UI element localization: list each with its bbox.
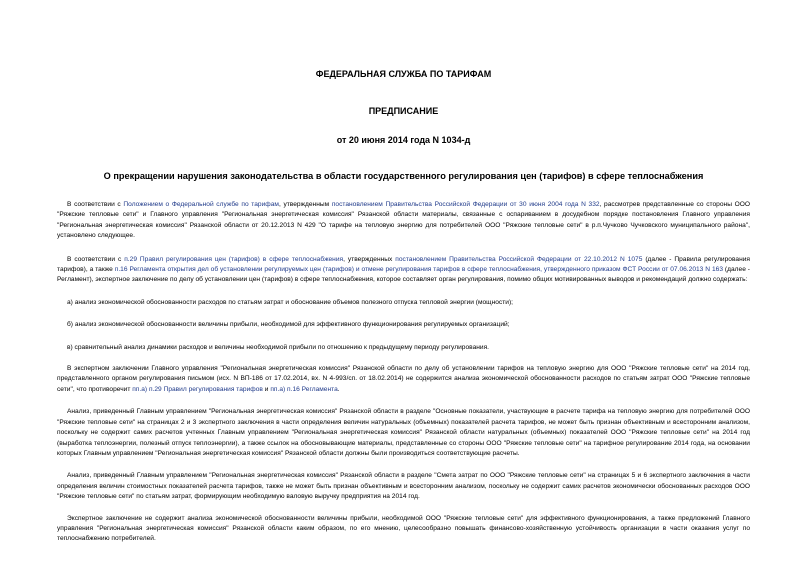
link-government-decree-332[interactable]: постановлением Правительства Российской Федерации от 30 июня 2004 года N 332	[331, 201, 600, 208]
text-span: , утвержденным	[278, 201, 332, 208]
text-span: В экспертном заключении Главного управления "Региональная энергетическая комиссия" Рязанской области по делу об установлении тарифов на тепловую энергию для ООО "Ряжские тепловые сети" на 2014 год, представленного органом регулирования письмом (исх. N ВП-186 от 17.02.2014, вх. N 4-993/сп. от 18.02.2014) не содержится анализа экономической обоснованности расходов по статьям затрат ООО "Ряжские тепловые сети", что противоречит	[57, 365, 750, 393]
paragraph-expert-conclusion	[57, 364, 750, 395]
text-span: и	[262, 385, 271, 393]
link-government-decree-1075[interactable]: постановлением Правительства Российской Федерации от 22.10.2012 N 1075	[395, 255, 643, 263]
text-span: (далее - Правила регулирования тарифов), а также	[57, 255, 751, 274]
text-span: , рассмотрев представленные со стороны ООО "Ряжские тепловые сети" и Главного управления "Региональная энергетическая комиссия" Рязанской области материалы, связанные с оспариванием в досудебном порядке постановления Главного управления "Региональная энергетическая комиссия" Рязанской области от 20.12.2013 N 429 "О тарифе на тепловую энергию для потребителей ООО "Ряжские тепловые сети" в р.п.Чучково Чучковского муниципального района", установлено следующее.	[57, 201, 751, 240]
paragraph-profit: Экспертное заключение не содержит анализа экономической обоснованности величины прибыли, необходимой ООО "Ряжские тепловые сети" для эффективного функционирования, а также предложений Главного управления "Региональная энергетическая комиссия" Рязанской области каким образом, по его мнению, целесообразно повышать финансово-хозяйственную устойчивость организации в части оказания услуг по теплоснабжению потребителей.	[57, 514, 750, 543]
paragraph-analysis-natural: Анализ, приведенный Главным управлением "Региональная энергетическая комиссия" Рязанской области в разделе "Основные показатели, участвующие в расчете тарифа на тепловую энергию для потребителей ООО "Ряжские тепловые сети" на страницах 2 и 3 экспертного заключения в части определения величин натуральных (объемных) показателей расчета тарифов, не может быть признан объективным и всесторонним анализом, поскольку не содержит самих расчетов учтенных Главным управлением "Региональная энергетическая комиссия" Рязанской области натуральных (объемных) показателей ООО "Ряжские тепловые сети" на 2014 год (выработка теплоэнергии, полезный отпуск теплоэнергии), а также ссылок на обосновывающие материалы, представленные со стороны ООО "Ряжские тепловые сети" на тарифное регулирование 2014 года, на основании которых Главным управлением "Региональная энергетическая комиссия" Рязанской области должны были производиться соответствующие расчеты.	[57, 408, 750, 457]
link-rules-p29[interactable]: п.29 Правил регулирования цен (тарифов) в сфере теплоснабжения	[124, 255, 344, 263]
text-span: , утвержденных	[343, 255, 396, 263]
paragraph-analysis-cost: Анализ, приведенный Главным управлением "Региональная энергетическая комиссия" Рязанской области в разделе "Смета затрат по ООО "Ряжские тепловые сети" на страницах 5 и 6 экспертного заключения в части определения величин стоимостных показателей расчета тарифов, также не может быть признан объективным и всесторонним анализом, поскольку не содержит самих расчетов экономически обоснованных расходов ООО "Ряжские тепловые сети" по статьям затрат, формирующим необходимую валовую выручку предприятия на 2014 год.	[57, 472, 750, 501]
document-date: от 20 июня 2014 года N 1034-д	[336, 135, 471, 145]
text-span: В соответствии с	[67, 201, 124, 208]
text-span: (далее - Регламент), экспертное заключение по делу об установлении цен (тарифов) в сфере теплоснабжения, которое составляет орган регулирования, помимо общих мотивированных выводов и рекомендаций должно содержать:	[57, 266, 750, 284]
list-item-c: в) сравнительный анализ динамики расходов и величины необходимой прибыли по отношению к предыдущему периоду регулирования.	[67, 343, 490, 351]
link-rules-pp-a-p29[interactable]: пп.а) п.29 Правил регулирования тарифов	[132, 385, 263, 393]
link-regulation-pp-a-p16[interactable]: пп.а) п.16 Регламента	[270, 385, 338, 393]
link-fst-regulation[interactable]: Положением о Федеральной службе по тарифам	[123, 201, 279, 208]
link-regulation-p16[interactable]: п.16 Регламента открытия дел об установлении регулируемых цен (тарифов) и отмене регулирования тарифов в сфере теплоснабжения, утвержденного приказом ФСТ России от 07.06.2013 N 163	[114, 266, 723, 274]
text-span: В соответствии с	[67, 255, 125, 263]
paragraph-requirements	[57, 255, 750, 286]
list-item-b: б) анализ экономической обоснованности величины прибыли, необходимой для эффективного функционирования регулируемых организаций;	[67, 321, 510, 329]
agency-name: ФЕДЕРАЛЬНАЯ СЛУЖБА ПО ТАРИФАМ	[315, 69, 492, 79]
document-title: О прекращении нарушения законодательства в области государственного регулирования цен (тарифов) в сфере теплоснабжения	[103, 171, 704, 181]
paragraph-intro	[57, 200, 750, 242]
document-type: ПРЕДПИСАНИЕ	[368, 106, 439, 116]
text-span: .	[337, 385, 340, 393]
list-item-a: а) анализ экономической обоснованности расходов по статьям затрат и обоснование объемов полезного отпуска тепловой энергии (мощности);	[67, 298, 514, 306]
